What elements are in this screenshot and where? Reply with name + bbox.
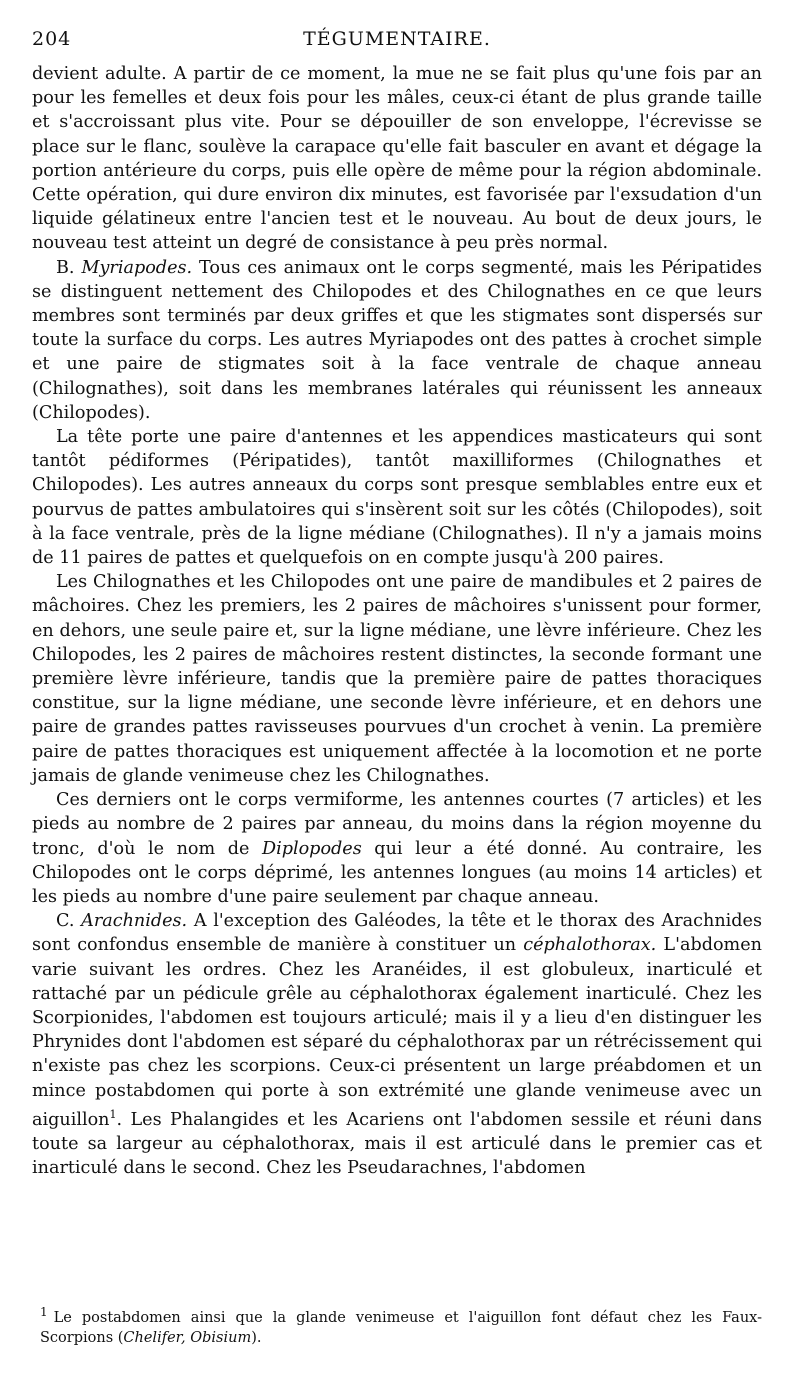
section-heading: Myriapodes. <box>81 257 193 278</box>
italic-term: céphalothorax. <box>523 935 657 956</box>
paragraph-text: Tous ces animaux ont le corps segmenté, mais les Péripatides se distinguent nettement des Chilopodes et des Chilognathes en ce que leurs membres sont terminés par deux griffes et que les stigmates sont dispersés sur toute la surface du corps. Les autres Myriapodes ont des pattes à crochet simple et une paire de stigmates soit à la face ventrale de chaque anneau (Chilognathes), soit dans les membranes latérales qui réunissent les anneaux (Chilopodes). <box>32 257 762 423</box>
paragraph-text: A l'exception des Galéodes, la tête et le thorax des Arachnides sont confondus ensemble de manière à constituer un <box>32 911 762 956</box>
section-heading: Arachnides. <box>81 911 188 932</box>
section-letter: B. <box>56 257 82 278</box>
footnote-text: Le postabdomen ainsi que la glande venimeuse et l'aiguillon font défaut chez les Faux-Scorpions ( <box>40 1309 762 1346</box>
paragraph <box>32 570 762 788</box>
paragraph <box>32 62 762 256</box>
page-number: 204 <box>32 28 72 50</box>
paragraph <box>32 425 762 570</box>
paragraph-text: L'abdomen varie suivant les ordres. Chez les Aranéides, il est globuleux, inarticulé et rattaché par un pédicule grêle au céphalothorax également inarticulé. Chez les Scorpionides, l'abdomen est toujours articulé; mais il y a lieu d'en distinguer les Phrynides dont l'abdomen est séparé du céphalothorax par un rétrécissement qui n'existe pas chez les scorpions. Ceux-ci présentent un large préabdomen et un mince postabdomen qui porte à son extrémité une glande venimeuse avec un aiguillon <box>32 935 762 1130</box>
paragraph-text: La tête porte une paire d'antennes et les appendices masticateurs qui sont tantôt pédiformes (Péripatides), tantôt maxilliformes (Chilognathes et Chilopodes). Les autres anneaux du corps sont presque semblables entre eux et pourvus de pattes ambulatoires qui s'insèrent soit sur les côtés (Chilopodes), soit à la face ventrale, près de la ligne médiane (Chilognathes). Il n'y a jamais moins de 11 paires de pattes et quelquefois on en compte jusqu'à 200 paires. <box>32 427 762 569</box>
footnote <box>40 1302 762 1348</box>
section-letter: C. <box>56 911 82 932</box>
footnote-marker: 1 <box>40 1305 48 1319</box>
footnote-reference[interactable]: 1 <box>109 1107 117 1121</box>
paragraph <box>32 256 762 425</box>
footnote-italic: Chelifer, Obisium <box>123 1329 252 1346</box>
italic-term: Diplopodes <box>261 838 362 859</box>
paragraph-text: devient adulte. A partir de ce moment, la mue ne se fait plus qu'une fois par an pour les femelles et deux fois pour les mâles, ceux-ci étant de plus grande taille et s'accroissant plus vite. Pour se dépouiller de son enveloppe, l'écrevisse se place sur le flanc, soulève la carapace qu'elle fait basculer en avant et dégage la portion antérieure du corps, puis elle opère de même pour la région abdominale. Cette opération, qui dure environ dix minutes, est favorisée par l'exsudation d'un liquide gélatineux entre l'ancien test et le nouveau. Au bout de deux jours, le nouveau test atteint un degré de consistance à peu près normal. <box>32 64 762 254</box>
paragraph <box>32 909 762 1180</box>
paragraph-text: qui leur a été donné. Au contraire, les Chilopodes ont le corps déprimé, les antennes longues (au moins 14 articles) et les pieds au nombre d'une paire seulement par chaque anneau. <box>32 838 762 907</box>
paragraph <box>32 788 762 909</box>
paragraph-text: Ces derniers ont le corps vermiforme, les antennes courtes (7 articles) et les pieds au nombre de 2 paires par anneau, du moins dans la région moyenne du tronc, d'où le nom de <box>32 790 762 859</box>
paragraph-text: Les Chilognathes et les Chilopodes ont une paire de mandibules et 2 paires de mâchoires. Chez les premiers, les 2 paires de mâchoires s'unissent pour former, en dehors, une seule paire et, sur la ligne médiane, une lèvre inférieure. Chez les Chilopodes, les 2 paires de mâchoires restent distinctes, la seconde formant une première lèvre inférieure, tandis que la première paire de pattes thoraciques constitue, sur la ligne médiane, une seconde lèvre inférieure, et en dehors une paire de grandes pattes ravisseuses pourvues d'un crochet à venin. La première paire de pattes thoraciques est uniquement affectée à la locomotion et ne porte jamais de glande venimeuse chez les Chilognathes. <box>32 572 762 786</box>
paragraph-text: . Les Phalangides et les Acariens ont l'abdomen sessile et réuni dans toute sa largeur au céphalothorax, mais il est articulé dans le premier cas et inarticulé dans le second. Chez les Pseudarachnes, l'abdomen <box>32 1109 762 1178</box>
page-header <box>32 28 762 58</box>
footnote-text-end: ). <box>251 1329 262 1346</box>
running-title: TÉGUMENTAIRE. <box>303 28 491 50</box>
body-text <box>32 62 762 1180</box>
